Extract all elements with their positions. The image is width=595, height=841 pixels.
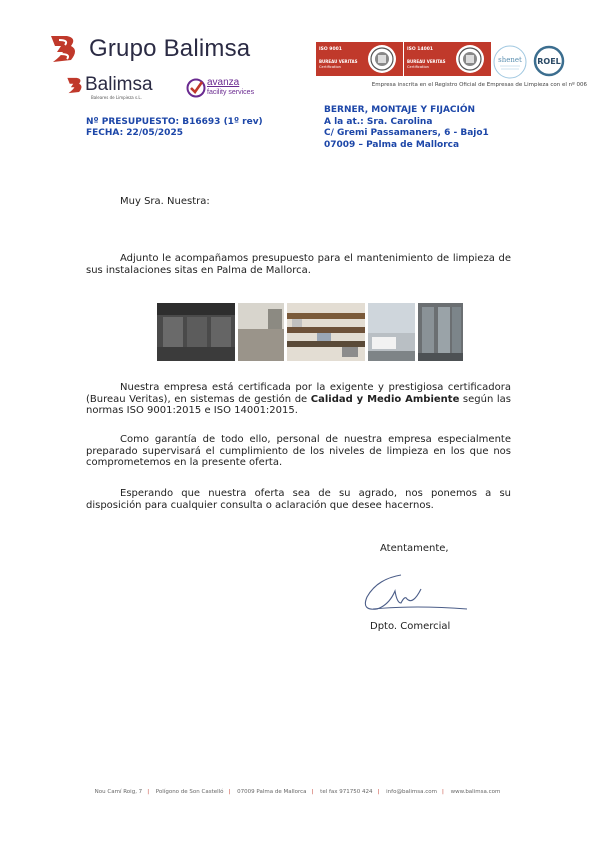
warehouse-photo-2 [238, 303, 284, 361]
recipient-address [324, 105, 489, 151]
cert-badge-iso14001: ISO 14001 BUREAU VERITAS Certification [404, 42, 491, 76]
grupo-balimsa-logo [47, 32, 287, 66]
footer-address: Nou Camí Roig, 7 [94, 789, 143, 795]
balimsa-tagline: Baleares de Limpieza s.L. [91, 95, 142, 100]
bureau-veritas-seal-icon [367, 43, 397, 75]
paragraph-certification: Nuestra empresa está certificada por la exigente y prestigiosa certificadora (Bureau Veritas), en sistemas de gestión de Calidad y Medio Ambiente según las normas ISO 9001:2015 e ISO 14001:2015. [86, 382, 512, 416]
balimsa-logo-text: Balimsa [85, 74, 153, 95]
roel-ring-icon [531, 45, 567, 77]
shenet-logo [493, 44, 527, 80]
certification-emphasis: Calidad y Medio Ambiente [310, 393, 460, 405]
recipient-company: BERNER, MONTAJE Y FIJACIÓN [324, 105, 476, 115]
footer-website[interactable]: www.balimsa.com [450, 789, 501, 795]
warehouse-photo-3 [287, 303, 365, 361]
footer-city: 07009 Palma de Mallorca [237, 789, 307, 795]
warehouse-photo-4 [368, 303, 415, 361]
balimsa-small-mark-icon [65, 76, 85, 95]
paragraph-guarantee: Como garantía de todo ello, personal de nuestra empresa especialmente preparado supervisará el cumplimiento de los niveles de limpieza en los que nos comprometemos en la presente oferta. [86, 434, 511, 468]
avanza-logo [186, 77, 261, 101]
shenet-circle-icon [493, 44, 527, 80]
warehouse-photo-5 [418, 303, 463, 361]
avanza-subtitle: facility services [207, 89, 255, 96]
balimsa-logo [65, 74, 175, 104]
registry-note: Empresa inscrita en el Registro Oficial de Empresas de Limpieza con el nº 006 [371, 82, 587, 88]
paragraph-closing: Esperando que nuestra oferta sea de su agrado, nos ponemos a su disposición para cualquier consulta o aclaración que desee hacernos. [86, 488, 511, 511]
recipient-street: C/ Gremi Passamaners, 6 - Bajo1 [324, 128, 489, 138]
warehouse-photo-1 [157, 303, 235, 361]
recipient-attention: A la at.: Sra. Carolina [324, 116, 433, 127]
footer-phone: tel fax 971750 424 [320, 789, 373, 795]
footer-area: Polígono de Son Castelló [155, 789, 224, 795]
avanza-name: avanza [207, 77, 240, 88]
letter-date: FECHA: 22/05/2025 [86, 128, 183, 138]
roel-logo [531, 45, 567, 77]
svg-text:shenet: shenet [498, 56, 522, 64]
department-signature: Dpto. Comercial [370, 621, 451, 632]
facility-photos [157, 303, 463, 361]
budget-number: Nº PRESUPUESTO: B16693 (1º rev) [86, 117, 263, 127]
footer-email[interactable]: info@balimsa.com [386, 789, 437, 795]
signature-icon [355, 569, 470, 617]
reference-block [86, 117, 263, 139]
avanza-check-icon [186, 78, 206, 98]
group-logo-text: Grupo Balimsa [89, 35, 251, 62]
closing-remark: Atentamente, [380, 543, 449, 554]
cert-badge-iso9001: ISO 9001 BUREAU VERITAS Certification [316, 42, 403, 76]
balimsa-mark-icon [47, 34, 81, 64]
salutation: Muy Sra. Nuestra: [120, 196, 210, 207]
recipient-city: 07009 – Palma de Mallorca [324, 139, 460, 150]
svg-text:ROEL: ROEL [537, 57, 561, 66]
bureau-veritas-seal-icon [455, 43, 485, 75]
paragraph-intro: Adjunto le acompañamos presupuesto para el mantenimiento de limpieza de sus instalaciones sitas en Palma de Mallorca. [86, 253, 511, 276]
footer: Nou Camí Roig, 7 | Polígono de Son Castelló | 07009 Palma de Mallorca | tel fax 971750 424 | info@balimsa.com | www.balimsa.com [94, 789, 501, 795]
